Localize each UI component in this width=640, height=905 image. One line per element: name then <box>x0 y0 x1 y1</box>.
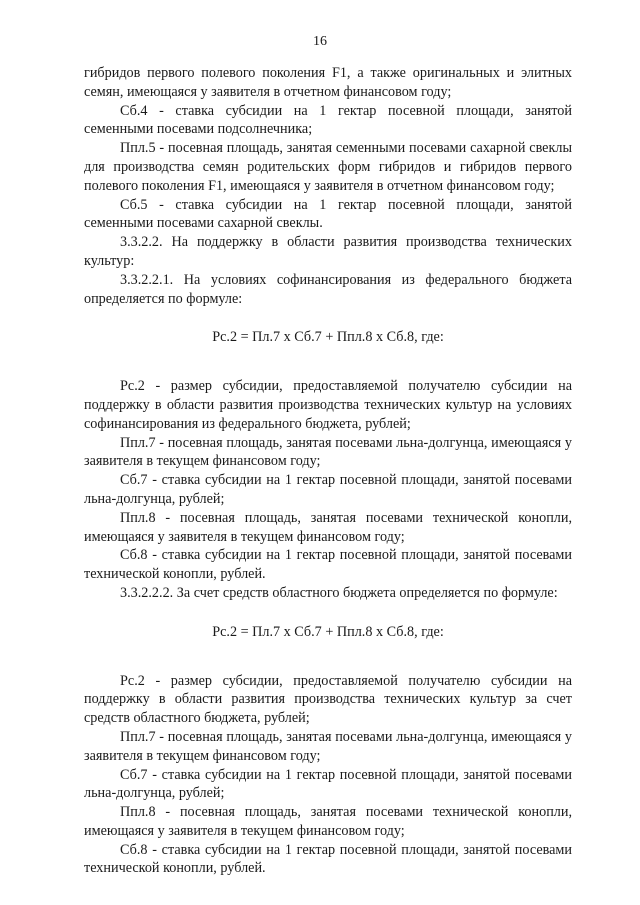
definition-sb8-regional: Сб.8 - ставка субсидии на 1 гектар посевной площади, занятой посевами технической конопли, рублей. <box>84 841 572 877</box>
paragraph-continuation: гибридов первого полевого поколения F1, а также оригинальных и элитных семян, имеющаяся у заявителя в отчетном финансовом году; <box>84 65 572 100</box>
definition-ppl8-federal: Ппл.8 - посевная площадь, занятая посевами технической конопли, имеющаяся у заявителя в текущем финансовом году; <box>84 509 572 545</box>
formula-federal: Рс.2 = Пл.7 х Сб.7 + Ппл.8 х Сб.8, где: <box>212 329 444 346</box>
definition-ppl8-regional: Ппл.8 - посевная площадь, занятая посевами технической конопли, имеющаяся у заявителя в текущем финансовом году; <box>84 804 572 839</box>
document-body <box>84 64 572 878</box>
definition-sb4: Сб.4 - ставка субсидии на 1 гектар посевной площади, занятой семенными посевами подсолнечника; <box>84 102 572 138</box>
definition-sb8-federal: Сб.8 - ставка субсидии на 1 гектар посевной площади, занятой посевами технической конопли, рублей. <box>84 547 572 583</box>
definition-ppl7-federal: Ппл.7 - посевная площадь, занятая посевами льна-долгунца, имеющаяся у заявителя в текущем финансовом году; <box>84 434 572 470</box>
definition-ppl7-regional: Ппл.7 - посевная площадь, занятая посевами льна-долгунца, имеющаяся у заявителя в текущем финансовом году; <box>84 728 572 764</box>
section-3-3-2-2: 3.3.2.2. На поддержку в области развития производства технических культур: <box>84 234 572 269</box>
definition-ppl5: Ппл.5 - посевная площадь, занятая семенными посевами сахарной свеклы для производства семян родительских форм гибридов и гибридов первого полевого поколения F1, имеющаяся у заявителя в отчетном финансовом году; <box>84 140 572 194</box>
definition-sb7-regional: Сб.7 - ставка субсидии на 1 гектар посевной площади, занятой посевами льна-долгунца, рублей; <box>84 766 572 802</box>
section-3-3-2-2-1: 3.3.2.2.1. На условиях софинансирования из федерального бюджета определяется по формуле: <box>84 271 572 307</box>
definition-rs2-regional: Рс.2 - размер субсидии, предоставляемой получателю субсидии на поддержку в области развития производства технических культур за счет средств областного бюджета, рублей; <box>84 672 572 727</box>
definition-sb5: Сб.5 - ставка субсидии на 1 гектар посевной площади, занятой семенными посевами сахарной свеклы. <box>84 196 572 232</box>
definition-rs2-federal: Рс.2 - размер субсидии, предоставляемой получателю субсидии на поддержку в области развития производства технических культур на условиях софинансирования из федерального бюджета, рублей; <box>84 378 572 432</box>
page-number: 16 <box>313 34 327 49</box>
definition-sb7-federal: Сб.7 - ставка субсидии на 1 гектар посевной площади, занятой посевами льна-долгунца, рублей; <box>84 472 572 507</box>
formula-regional: Рс.2 = Пл.7 х Сб.7 + Ппл.8 х Сб.8, где: <box>212 623 444 640</box>
section-3-3-2-2-2: 3.3.2.2.2. За счет средств областного бюджета определяется по формуле: <box>120 584 558 601</box>
